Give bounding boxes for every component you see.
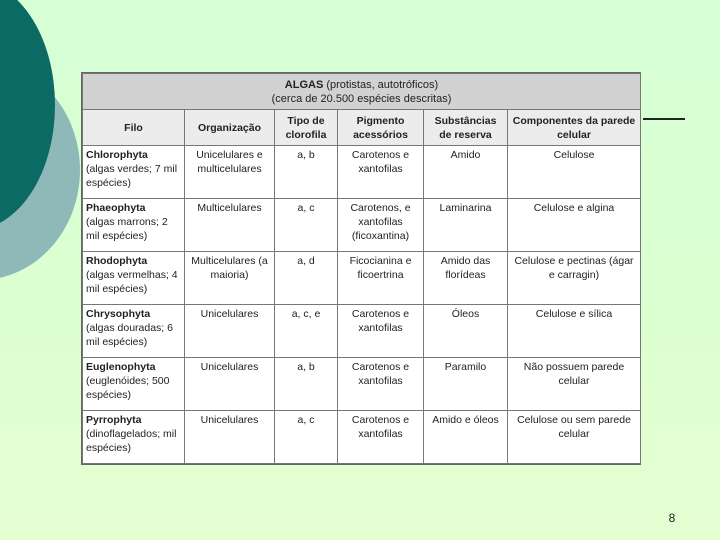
header-filo: Filo: [83, 110, 185, 146]
cell-reserva: Óleos: [424, 305, 508, 358]
table-row: [83, 146, 641, 199]
table-row: [83, 305, 641, 358]
cell-reserva: Paramilo: [424, 358, 508, 411]
cell-parede: Celulose e pectinas (ágar e carragin): [508, 252, 641, 305]
cell-filo: Rhodophyta (algas vermelhas; 4 mil espécies): [83, 252, 185, 305]
cell-clorofila: a, b: [275, 146, 338, 199]
cell-clorofila: a, d: [275, 252, 338, 305]
cell-clorofila: a, c, e: [275, 305, 338, 358]
cell-clorofila: a, c: [275, 411, 338, 464]
algae-table-image: [81, 72, 641, 465]
cell-pigmento: Carotenos e xantofilas: [338, 305, 424, 358]
algae-table: [82, 73, 641, 464]
cell-organizacao: Unicelulares: [185, 358, 275, 411]
cell-organizacao: Unicelulares: [185, 411, 275, 464]
cell-filo: Euglenophyta (euglenóides; 500 espécies): [83, 358, 185, 411]
header-reserva: Substâncias de reserva: [424, 110, 508, 146]
cell-parede: Não possuem parede celular: [508, 358, 641, 411]
cell-pigmento: Carotenos e xantofilas: [338, 358, 424, 411]
cell-reserva: Amido e óleos: [424, 411, 508, 464]
cell-parede: Celulose e algina: [508, 199, 641, 252]
table-header-row: [83, 110, 641, 146]
cell-filo: Chlorophyta (algas verdes; 7 mil espécies): [83, 146, 185, 199]
cell-pigmento: Carotenos, e xantofilas (ficoxantina): [338, 199, 424, 252]
cell-reserva: Amido das florídeas: [424, 252, 508, 305]
cell-organizacao: Multicelulares (a maioria): [185, 252, 275, 305]
table-title-row: [83, 74, 641, 110]
header-parede: Componentes da parede celular: [508, 110, 641, 146]
cell-organizacao: Unicelulares: [185, 305, 275, 358]
cell-filo: Chrysophyta (algas douradas; 6 mil espécies): [83, 305, 185, 358]
header-clorofila: Tipo de clorofila: [275, 110, 338, 146]
cell-parede: Celulose e sílica: [508, 305, 641, 358]
table-row: [83, 252, 641, 305]
cell-organizacao: Multicelulares: [185, 199, 275, 252]
cell-pigmento: Carotenos e xantofilas: [338, 411, 424, 464]
cell-organizacao: Unicelulares e multicelulares: [185, 146, 275, 199]
cell-parede: Celulose ou sem parede celular: [508, 411, 641, 464]
table-row: [83, 411, 641, 464]
cell-reserva: Laminarina: [424, 199, 508, 252]
cell-filo: Phaeophyta (algas marrons; 2 mil espécies): [83, 199, 185, 252]
cell-pigmento: Carotenos e xantofilas: [338, 146, 424, 199]
table-subtitle: (cerca de 20.500 espécies descritas): [271, 92, 452, 105]
slide-number: 8: [668, 511, 676, 525]
cell-clorofila: a, c: [275, 199, 338, 252]
cell-reserva: Amido: [424, 146, 508, 199]
cell-clorofila: a, b: [275, 358, 338, 411]
decorative-rule: [643, 118, 685, 120]
cell-pigmento: Ficocianina e ficoertrina: [338, 252, 424, 305]
cell-parede: Celulose: [508, 146, 641, 199]
table-row: [83, 199, 641, 252]
header-organizacao: Organização: [185, 110, 275, 146]
table-title: ALGAS (protistas, autotróficos) (cerca de 20.500 espécies descritas): [83, 74, 641, 110]
table-row: [83, 358, 641, 411]
cell-filo: Pyrrophyta (dinoflagelados; mil espécies): [83, 411, 185, 464]
header-pigmento: Pigmento acessórios: [338, 110, 424, 146]
